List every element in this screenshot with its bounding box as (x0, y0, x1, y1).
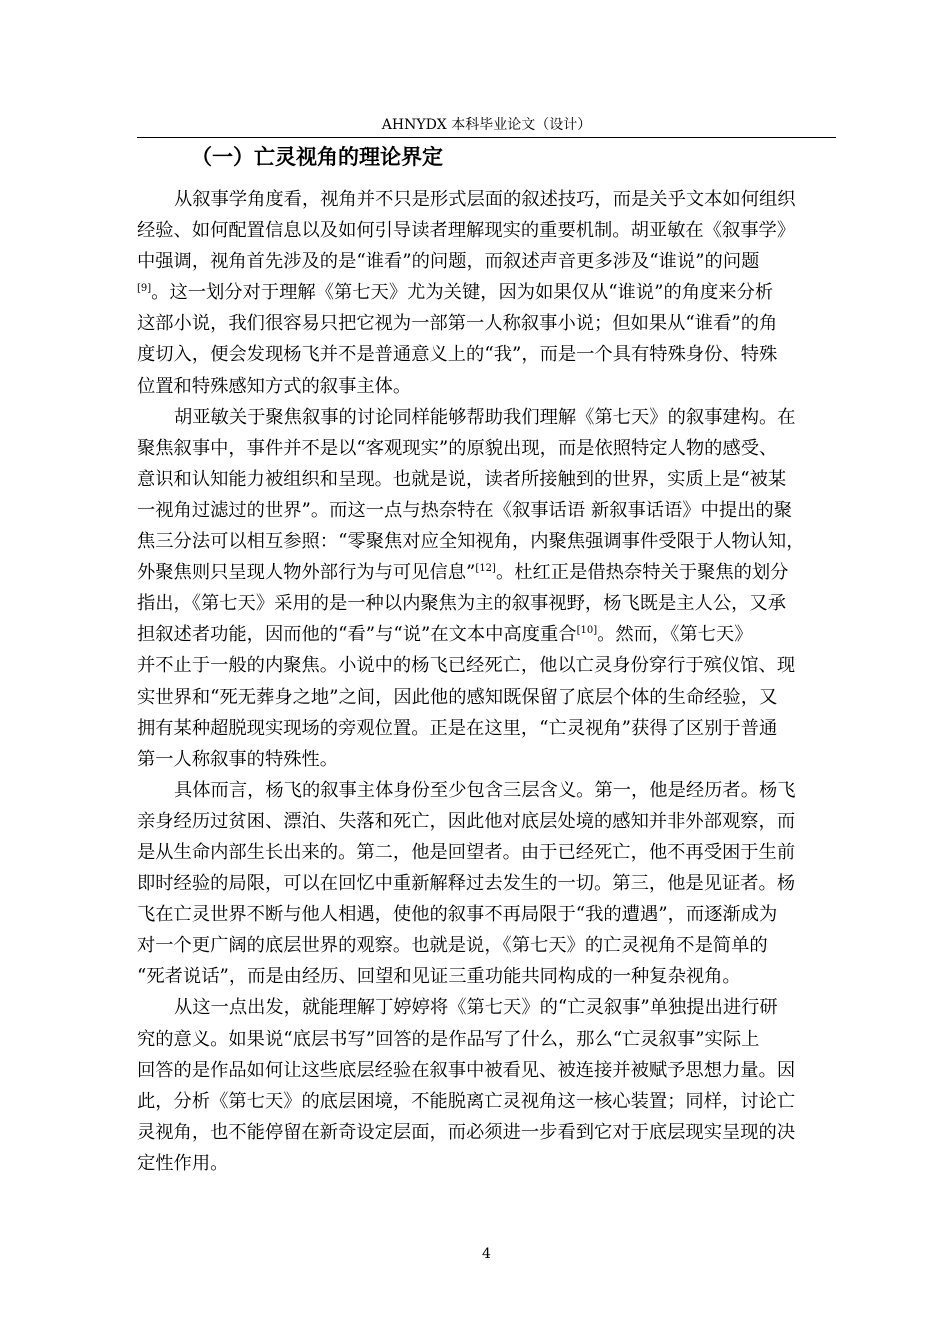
paragraph-line: 是从生命内部生长出来的。第二，他是回望者。由于已经死亡，他不再受困于生前 (137, 841, 796, 863)
paragraph-line-text: 外聚焦则只呈现人物外部行为与可见信息” (137, 562, 476, 584)
paragraph-line: 灵视角，也不能停留在新奇设定层面，而必须进一步看到它对于底层现实呈现的决 (137, 1121, 796, 1143)
paragraph-line-text: 。然而，《第七天》 (597, 624, 753, 646)
paragraph-line-text: 。杜红正是借热奈特关于聚焦的划分 (495, 562, 789, 584)
paragraph-line: 这部小说，我们很容易只把它视为一部第一人称叙事小说；但如果从“谁看”的角 (137, 313, 778, 335)
page-number: 4 (482, 1246, 491, 1262)
header-rule (137, 137, 836, 138)
paragraph-line: 一视角过滤过的世界”。而这一点与热奈特在《叙事话语 新叙事话语》中提出的聚 (137, 499, 792, 521)
paragraph-line: 从这一点出发，就能理解丁婷婷将《第七天》的“亡灵叙事”单独提出进行研 (174, 997, 778, 1019)
paragraph-line: 回答的是作品如何让这些底层经验在叙事中被看见、被连接并被赋予思想力量。因 (137, 1059, 796, 1081)
paragraph-line: 位置和特殊感知方式的叙事主体。 (137, 375, 412, 397)
paragraph-line-text: 担叙述者功能，因而他的“看”与“说”在文本中高度重合 (137, 624, 577, 646)
paragraph-line-text: 。这一划分对于理解《第七天》尤为关键，因为如果仅从“谁说”的角度来分析 (151, 282, 774, 304)
paragraph-line: 胡亚敏关于聚焦叙事的讨论同样能够帮助我们理解《第七天》的叙事建构。在 (174, 406, 796, 428)
paragraph-line (137, 277, 837, 308)
paragraph-line: 实世界和“死无葬身之地”之间，因此他的感知既保留了底层个体的生命经验，又 (137, 686, 778, 708)
citation-10: [10] (576, 625, 598, 637)
citation-9: [9] (137, 283, 152, 295)
paragraph-line: 此，分析《第七天》的底层困境，不能脱离亡灵视角这一核心装置；同样，讨论亡 (137, 1090, 796, 1112)
paragraph-line: 即时经验的局限，可以在回忆中重新解释过去发生的一切。第三，他是见证者。杨 (137, 873, 796, 895)
running-header: AHNYDX 本科毕业论文（设计） (381, 117, 592, 133)
paragraph-line: 并不止于一般的内聚焦。小说中的杨飞已经死亡，他以亡灵身份穿行于殡仪馆、现 (137, 655, 796, 677)
section-title: （一）亡灵视角的理论界定 (191, 145, 443, 169)
paragraph-line: 意识和认知能力被组织和呈现。也就是说，读者所接触到的世界，实质上是“被某 (137, 468, 787, 490)
body-text (137, 184, 837, 1179)
paragraph-line (137, 619, 837, 650)
paragraph-line: 飞在亡灵世界不断与他人相遇，使他的叙事不再局限于“我的遭遇”，而逐渐成为 (137, 904, 778, 926)
paragraph-line: 对一个更广阔的底层世界的观察。也就是说，《第七天》的亡灵视角不是简单的 (137, 935, 768, 957)
paragraph-line: 究的意义。如果说“底层书写”回答的是作品写了什么，那么“亡灵叙事”实际上 (137, 1028, 760, 1050)
paragraph-line: “死者说话”，而是由经历、回望和见证三重功能共同构成的一种复杂视角。 (137, 966, 741, 988)
paragraph-line: 指出，《第七天》采用的是一种以内聚焦为主的叙事视野，杨飞既是主人公，又承 (137, 593, 786, 615)
paragraph-line: 具体而言，杨飞的叙事主体身份至少包含三层含义。第一，他是经历者。杨飞 (174, 779, 796, 801)
paragraph-line: 从叙事学角度看，视角并不只是形式层面的叙述技巧，而是关乎文本如何组织 (174, 189, 796, 210)
paragraph-line (137, 557, 837, 588)
paragraph-line: 聚焦叙事中，事件并不是以“客观现实”的原貌出现，而是依照特定人物的感受、 (137, 437, 778, 459)
paragraph-line: 中强调，视角首先涉及的是“谁看”的问题，而叙述声音更多涉及“谁说”的问题 (137, 251, 760, 273)
paragraph-line: 度切入，便会发现杨飞并不是普通意义上的“我”，而是一个具有特殊身份、特殊 (137, 344, 778, 366)
paragraph-line: 拥有某种超脱现实现场的旁观位置。正是在这里，“亡灵视角”获得了区别于普通 (137, 717, 778, 739)
paragraph-line: 经验、如何配置信息以及如何引导读者理解现实的重要机制。胡亚敏在《叙事学》 (137, 220, 796, 242)
citation-12: [12] (475, 563, 496, 575)
paragraph-line: 焦三分法可以相互参照：“零聚焦对应全知视角，内聚焦强调事件受限于人物认知， (137, 531, 805, 553)
paragraph-line: 亲身经历过贫困、漂泊、失落和死亡，因此他对底层处境的感知并非外部观察，而 (137, 810, 796, 832)
paragraph-line: 定性作用。 (137, 1152, 229, 1174)
paragraph-line: 第一人称叙事的特殊性。 (137, 748, 339, 770)
